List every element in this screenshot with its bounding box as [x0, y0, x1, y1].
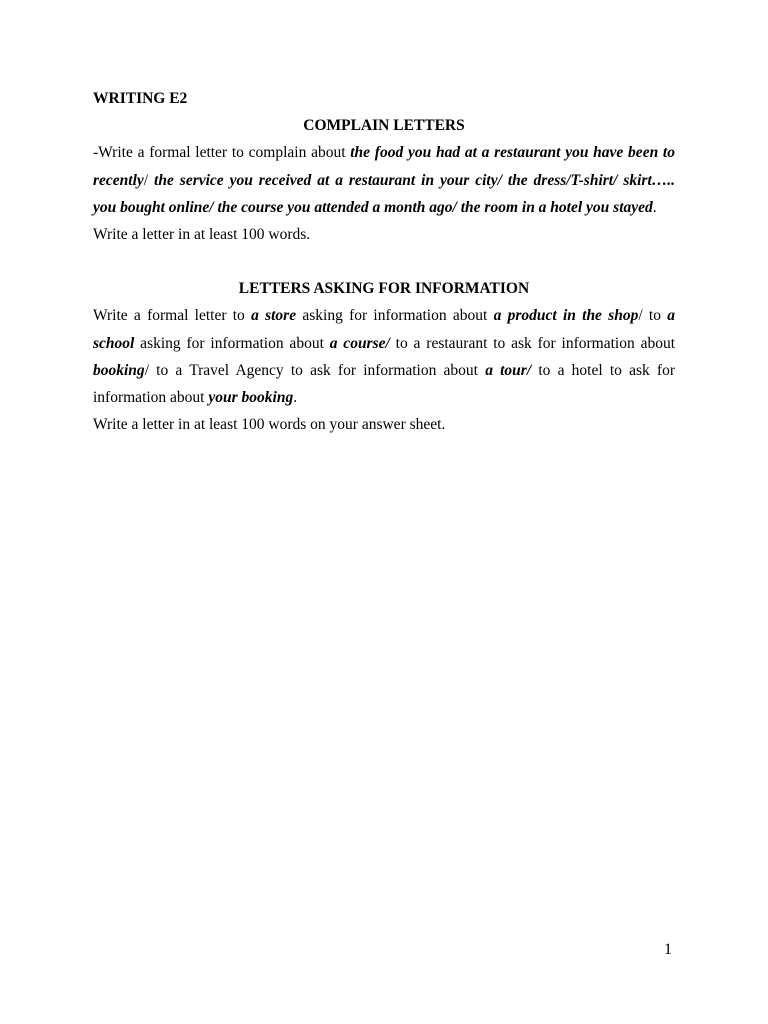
prompt-text: to a restaurant to ask for information about: [389, 334, 676, 352]
prompt-emphasis: a product in the shop: [493, 307, 639, 325]
prompt-emphasis: a course/: [329, 334, 390, 352]
prompt-text: asking for information about: [296, 307, 494, 325]
prompt-text: / to a Travel Agency to ask for information about: [144, 361, 486, 379]
prompt-text: /: [143, 171, 155, 189]
prompt-emphasis: a tour/: [485, 361, 532, 379]
prompt-text: / to: [638, 307, 668, 325]
prompt-text: -Write a formal letter to complain about: [93, 144, 351, 162]
prompt-text: Write a formal letter to: [93, 307, 252, 325]
complain-letters-prompt: [93, 139, 675, 221]
section-spacer: [93, 248, 675, 275]
prompt-emphasis: booking: [93, 361, 145, 379]
complain-letters-instruction: Write a letter in at least 100 words.: [93, 226, 311, 244]
page-number: 1: [664, 941, 672, 958]
prompt-text: .: [293, 389, 298, 407]
document-body: [93, 85, 675, 438]
prompt-emphasis: the food you had at a restaurant you have been to recently: [93, 144, 675, 189]
document-title: WRITING E2: [93, 90, 188, 107]
prompt-emphasis: a store: [251, 307, 297, 325]
prompt-text: to a hotel to ask for information about: [93, 361, 675, 407]
prompt-emphasis: a school: [93, 307, 675, 352]
prompt-emphasis: your booking: [208, 389, 294, 407]
prompt-emphasis: the service you received at a restaurant in your city/ the dress/T-shirt/ skirt….. you bought online/ the course you attended a month ago/ the room in a hotel you stayed: [93, 171, 676, 216]
section-heading-asking-information: LETTERS ASKING FOR INFORMATION: [238, 280, 530, 298]
section-heading-complain-letters: COMPLAIN LETTERS: [303, 117, 465, 135]
prompt-text: asking for information about: [134, 334, 330, 352]
asking-information-instruction: Write a letter in at least 100 words on your answer sheet.: [93, 416, 446, 434]
asking-information-prompt: [93, 302, 675, 411]
prompt-text: .: [652, 198, 657, 216]
